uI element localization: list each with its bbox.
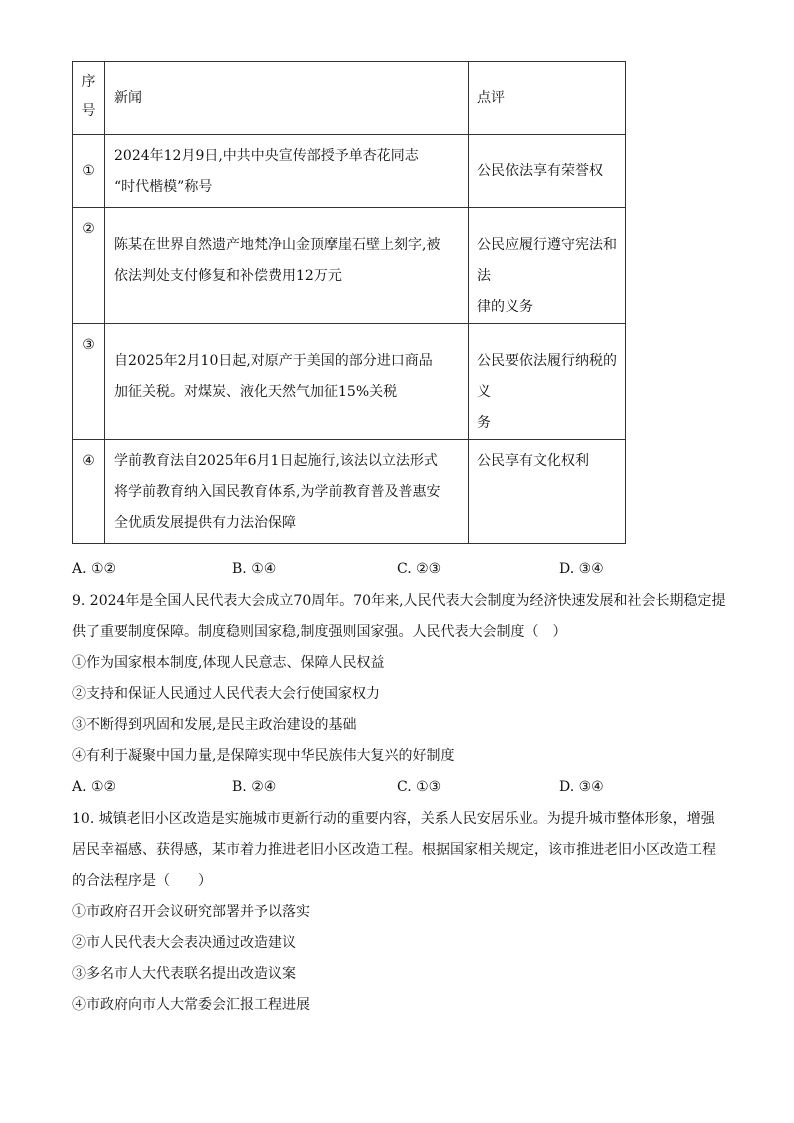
q9-stem-line: 供了重要制度保障。制度稳则国家稳,制度强则国家强。人民代表大会制度（ ） [72, 624, 567, 640]
row-no [73, 208, 105, 324]
row-no-label: ② [82, 221, 95, 237]
q9-item: ③不断得到巩固和发展,是民主政治建设的基础 [72, 717, 357, 733]
news-table [72, 61, 626, 544]
news-line: 加征关税。对煤炭、液化天然气加征15%关税 [114, 384, 398, 400]
table-header-row [73, 62, 626, 135]
row-news [105, 135, 469, 208]
row-no-label: ④ [82, 453, 95, 469]
news-line: 2024年12月9日,中共中央宣传部授予单杏花同志 [114, 148, 419, 164]
row-comment [469, 324, 626, 440]
header-no [73, 62, 105, 135]
row-comment [469, 440, 626, 544]
q9-stem-line: 9. 2024年是全国人民代表大会成立70周年。70年来,人民代表大会制度为经济快速发展和社会长期稳定提 [72, 593, 726, 609]
row-comment [469, 208, 626, 324]
header-no-top: 序 [81, 74, 96, 90]
news-line: 将学前教育纳入国民教育体系,为学前教育普及普惠安 [114, 484, 441, 500]
row-no-label: ③ [82, 337, 95, 353]
news-line: 陈某在世界自然遗产地梵净山金顶摩崖石壁上刻字,被 [114, 237, 441, 253]
q10-item: ②市人民代表大会表决通过改造建议 [72, 935, 296, 951]
row-no [73, 135, 105, 208]
news-line: 依法判处支付修复和补偿费用12万元 [114, 268, 342, 284]
row-news [105, 324, 469, 440]
table-row [73, 208, 626, 324]
q9-item: ②支持和保证人民通过人民代表大会行使国家权力 [72, 686, 380, 702]
q10-stem-line: 10. 城镇老旧小区改造是实施城市更新行动的重要内容，关系人民安居乐业。为提升城市整体形象，增强 [72, 811, 715, 827]
option-d[interactable]: D. ③④ [559, 779, 604, 795]
q9-item: ④有利于凝聚中国力量,是保障实现中华民族伟大复兴的好制度 [72, 748, 455, 764]
q10-item: ④市政府向市人大常委会汇报工程进展 [72, 997, 310, 1013]
comment-line: 律的义务 [477, 299, 533, 315]
comment-line: 务 [477, 415, 491, 431]
table-row [73, 440, 626, 544]
option-a[interactable]: A. ①② [72, 561, 117, 577]
news-line: 学前教育法自2025年6月1日起施行,该法以立法形式 [114, 453, 438, 469]
table-row [73, 135, 626, 208]
q10-stem-line: 的合法程序是（ ） [72, 873, 212, 889]
option-b[interactable]: B. ②④ [232, 779, 277, 795]
news-line: 全优质发展提供有力法治保障 [114, 515, 296, 531]
row-news [105, 208, 469, 324]
q10-item: ①市政府召开会议研究部署并予以落实 [72, 904, 310, 920]
q9-item: ①作为国家根本制度,体现人民意志、保障人民权益 [72, 655, 385, 671]
row-no [73, 440, 105, 544]
header-no-bottom: 号 [81, 103, 96, 119]
row-no-label: ① [82, 163, 95, 179]
comment-line: 公民享有文化权利 [477, 453, 589, 469]
row-no [73, 324, 105, 440]
row-comment [469, 135, 626, 208]
option-c[interactable]: C. ②③ [397, 561, 442, 577]
news-line: “时代楷模”称号 [114, 179, 213, 195]
comment-line: 公民应履行遵守宪法和法 [477, 237, 617, 284]
header-comment [469, 62, 626, 135]
header-news-label: 新闻 [114, 90, 142, 106]
q9-options [72, 776, 632, 798]
row-news [105, 440, 469, 544]
comment-line: 公民要依法履行纳税的义 [477, 353, 617, 400]
option-a[interactable]: A. ①② [72, 779, 117, 795]
q8-options [72, 558, 632, 580]
q10-stem-line: 居民幸福感、获得感，某市着力推进老旧小区改造工程。根据国家相关规定，该市推进老旧小区改造工程 [72, 842, 716, 858]
table-row [73, 324, 626, 440]
header-news [105, 62, 469, 135]
q10-item: ③多名市人大代表联名提出改造议案 [72, 966, 296, 982]
comment-line: 公民依法享有荣誉权 [477, 163, 603, 179]
option-d[interactable]: D. ③④ [559, 561, 604, 577]
news-line: 自2025年2月10日起,对原产于美国的部分进口商品 [114, 353, 433, 369]
option-c[interactable]: C. ①③ [397, 779, 442, 795]
header-comment-label: 点评 [477, 90, 505, 106]
option-b[interactable]: B. ①④ [232, 561, 277, 577]
